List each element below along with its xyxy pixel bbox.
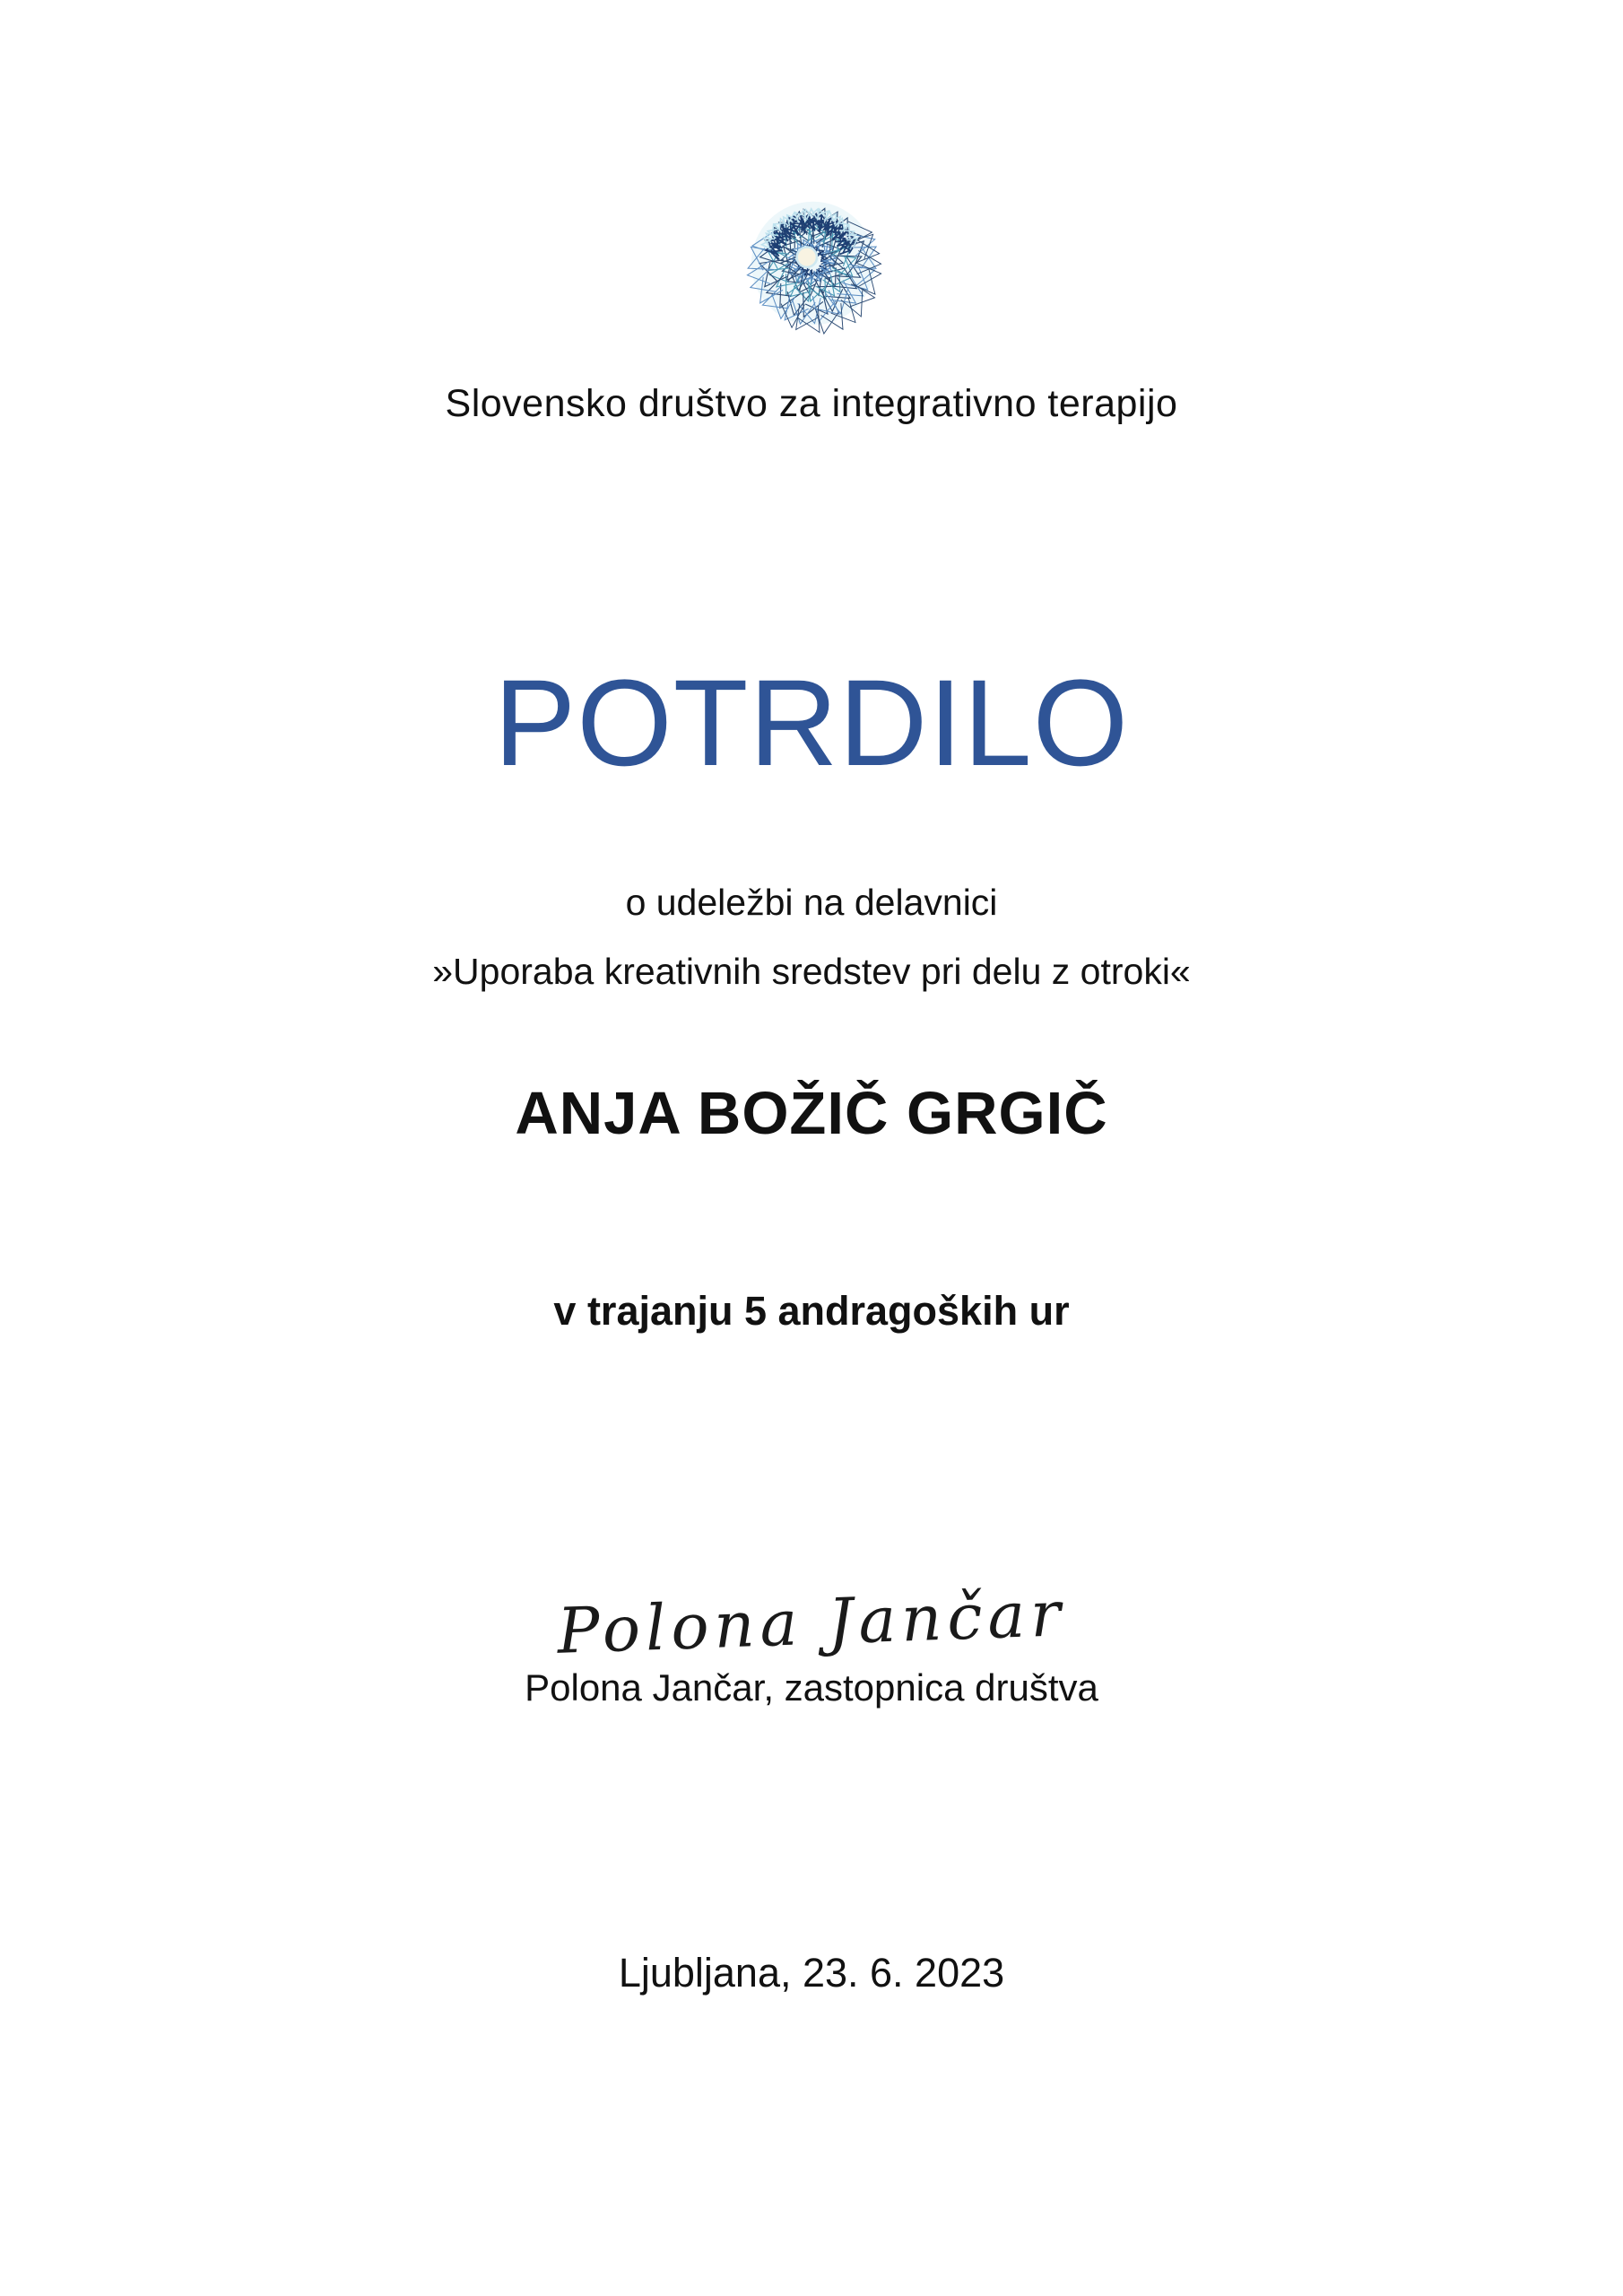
certificate-title: POTRDILO: [493, 655, 1130, 792]
society-logo: [734, 184, 889, 338]
duration-line: v trajanju 5 andragoških ur: [553, 1288, 1070, 1334]
workshop-title-line: »Uporaba kreativnih sredstev pri delu z otroki«: [432, 951, 1191, 992]
participation-line: o udeležbi na delavnici: [625, 882, 998, 923]
organization-name: Slovensko društvo za integrativno terapijo: [445, 382, 1178, 425]
signature-handwriting: Polona Jančar: [556, 1577, 1067, 1668]
recipient-name: ANJA BOŽIČ GRGIČ: [515, 1080, 1108, 1147]
spiral-mandala-icon: [734, 184, 889, 338]
signatory-printed-name: Polona Jančar, zastopnica društva: [525, 1666, 1098, 1709]
place-and-date: Ljubljana, 23. 6. 2023: [618, 1950, 1005, 1996]
